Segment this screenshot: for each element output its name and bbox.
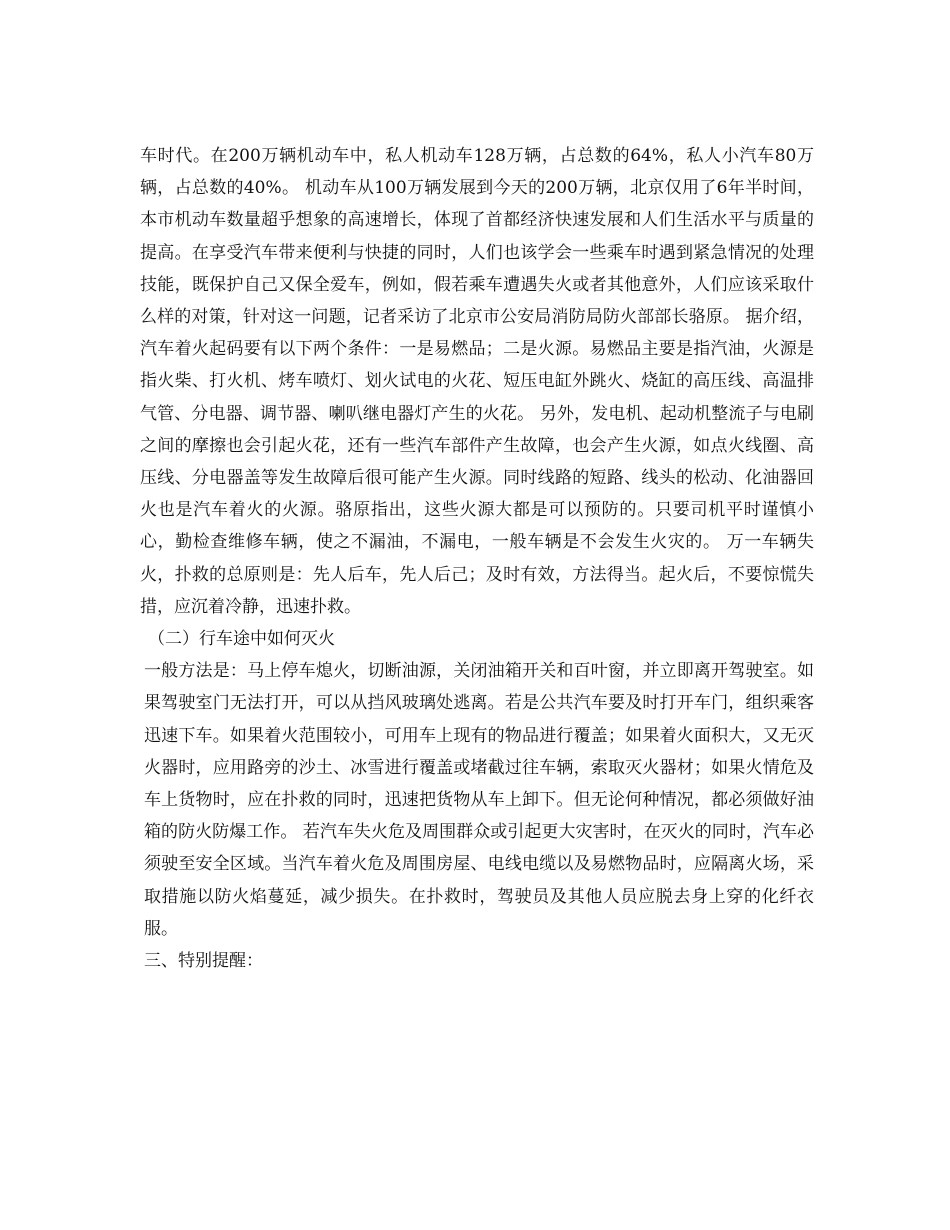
paragraph-vehicle-fire-causes: 车时代。在200万辆机动车中，私人机动车128万辆，占总数的64%，私人小汽车80万辆，占总数的40%。 机动车从100万辆发展到今天的200万辆，北京仅用了6年半时间，本市机动车数量超乎想象的高速增长，体现了首都经济快速发展和人们生活水平与质量的提高。在享受汽车带来便利与快捷的同时，人们也该学会一些乘车时遇到紧急情况的处理技能，既保护自己又保全爱车，例如，假若乘车遭遇失火或者其他意外，人们应该采取什么样的对策，针对这一问题，记者采访了北京市公安局消防局防火部部长骆原。 据介绍，汽车着火起码要有以下两个条件：一是易燃品；二是火源。易燃品主要是指汽油，火源是指火柴、打火机、烤车喷灯、划火试电的火花、短压电缸外跳火、烧缸的高压线、高温排气管、分电器、调节器、喇叭继电器灯产生的火花。 另外，发电机、起动机整流子与电刷之间的摩擦也会引起火花，还有一些汽车部件产生故障，也会产生火源，如点火线圈、高压线、分电器盖等发生故障后很可能产生火源。同时线路的短路、线头的松动、化油器回火也是汽车着火的火源。骆原指出，这些火源大都是可以预防的。只要司机平时谨慎小心，勤检查维修车辆，使之不漏油，不漏电，一般车辆是不会发生火灾的。 万一车辆失火，扑救的总原则是：先人后车，先人后己；及时有效，方法得当。起火后，不要惊慌失措，应沉着冷静，迅速扑救。 [140,146,814,617]
document-body [140,140,814,977]
section-heading-special-reminder: 三、特别提醒： [144,951,263,972]
paragraph-general-methods: 一般方法是：马上停车熄火，切断油源，关闭油箱开关和百叶窗，并立即离开驾驶室。如果驾驶室门无法打开，可以从挡风玻璃处逃离。若是公共汽车要及时打开车门，组织乘客迅速下车。如果着火范围较小，可用车上现有的物品进行覆盖；如果着火面积大，又无灭火器时，应用路旁的沙土、冰雪进行覆盖或堵截过往车辆，索取灭火器材；如果火情危及车上货物时，应在扑救的同时，迅速把货物从车上卸下。但无论何种情况，都必须做好油箱的防火防爆工作。 若汽车失火危及周围群众或引起更大灾害时，在灭火的同时，汽车必须驶至安全区域。当汽车着火危及周围房屋、电线电缆以及易燃物品时，应隔离火场，采取措施以防火焰蔓延，减少损失。在扑救时，驾驶员及其他人员应脱去身上穿的化纤衣服。 [144,661,814,939]
section-heading-fire-fighting-on-road: （二）行车途中如何灭火 [148,629,335,650]
